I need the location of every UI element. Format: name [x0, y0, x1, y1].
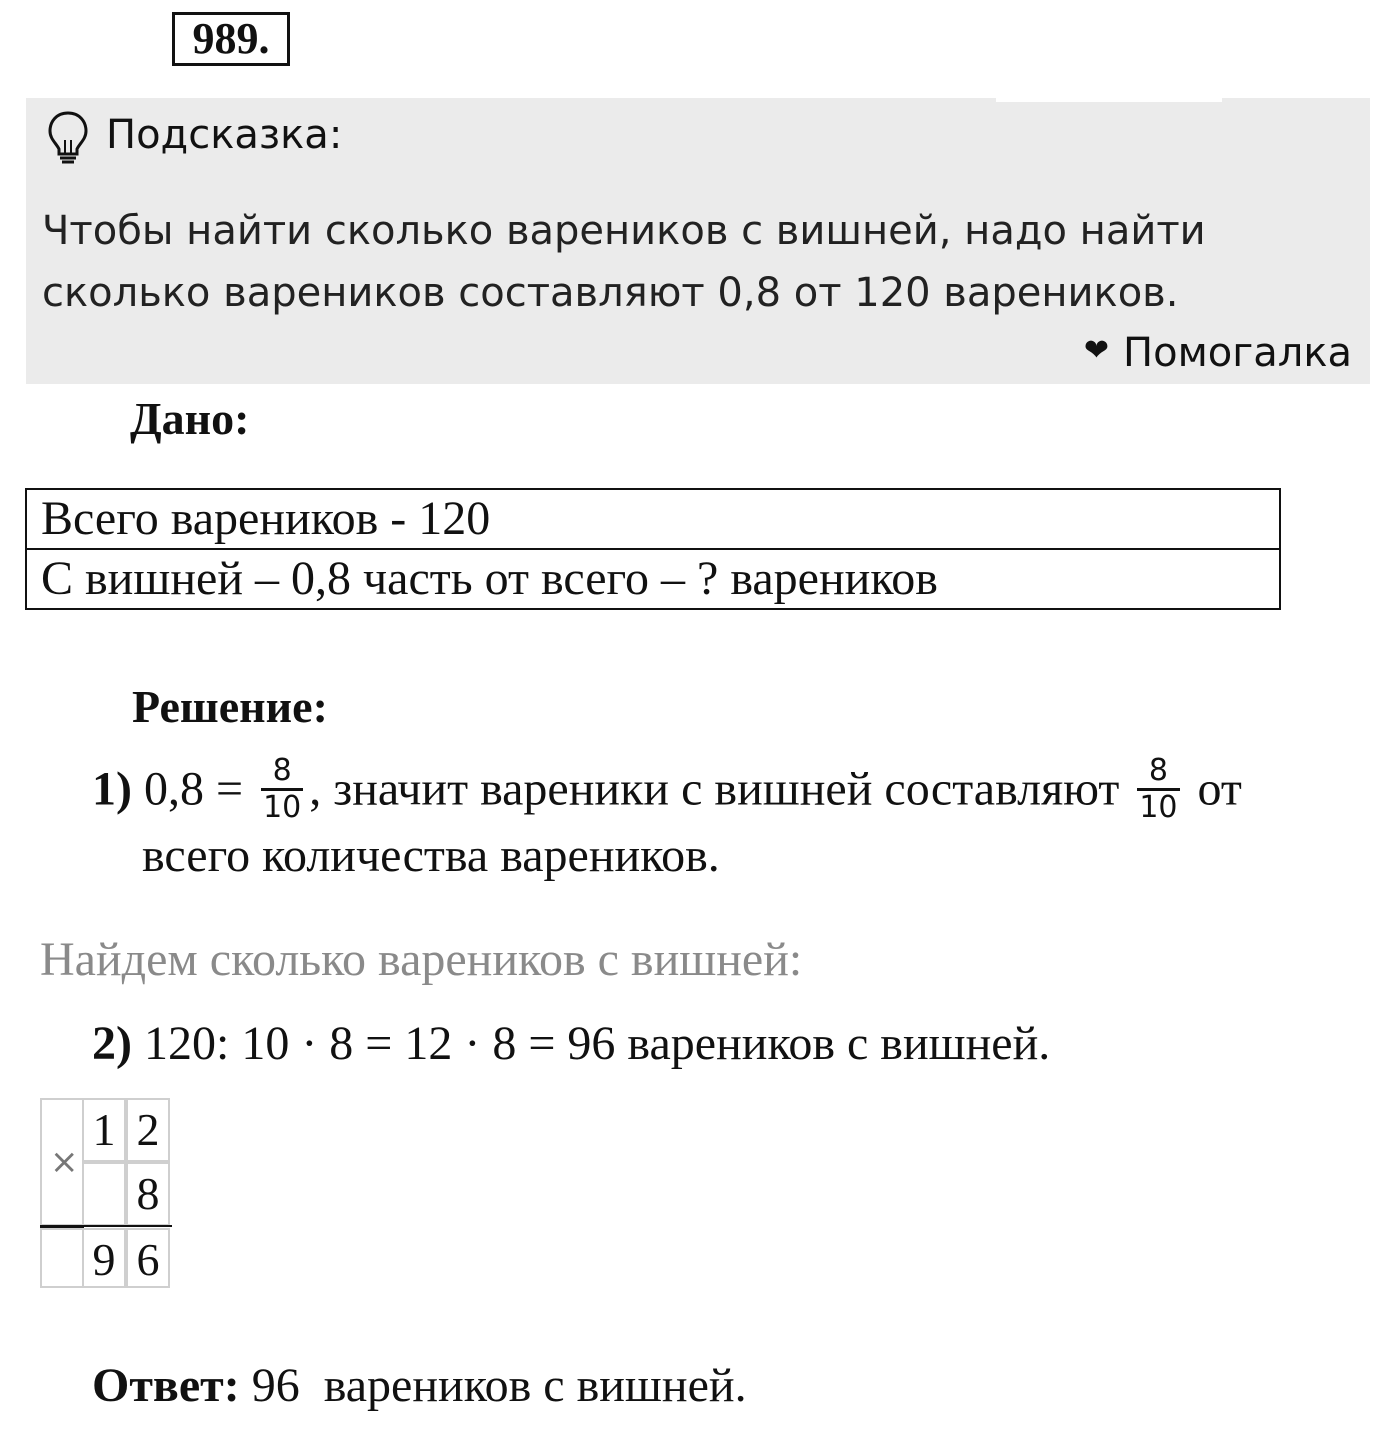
brand-label — [1084, 330, 1352, 376]
grid-cell: 1 — [82, 1098, 126, 1162]
grid-cell: 8 — [126, 1162, 170, 1226]
step-1-continuation: всего количества вареников. — [142, 829, 720, 882]
step-2-text: 120: 10 · 8 = 12 · 8 = 96 вареников с вишней. — [143, 1017, 1051, 1070]
fraction-denominator: 10 — [263, 790, 302, 825]
solution-title: Решение: — [132, 681, 328, 732]
given-title: Дано: — [130, 393, 250, 444]
task-number: 989. — [172, 12, 290, 66]
multiply-sign: × — [50, 1142, 79, 1182]
given-row-total: Всего вареников - 120 — [26, 489, 1280, 549]
answer — [92, 1358, 747, 1413]
step-2-label: 2) — [92, 1017, 132, 1070]
step-1-middle: , значит вареники с вишней составляют — [309, 762, 1120, 816]
hint-box-notch — [996, 96, 1222, 102]
answer-label: Ответ: — [92, 1359, 240, 1412]
table-row — [26, 549, 1280, 609]
given-row-cherry: С вишней – 0,8 часть от всего – ? вареников — [26, 549, 1280, 609]
grid-cell — [82, 1162, 126, 1226]
find-line: Найдем сколько вареников с вишней: — [40, 933, 803, 986]
step-1-tail: от — [1197, 762, 1242, 816]
fraction — [261, 754, 303, 825]
fraction — [1137, 754, 1179, 825]
solution-step-1 — [92, 753, 1242, 829]
hint-text-line-2: сколько вареников составляют 0,8 от 120 вареников. — [42, 270, 1179, 316]
given-table — [25, 488, 1281, 610]
sum-line — [84, 1225, 172, 1227]
step-1-label: 1) — [92, 762, 132, 816]
sum-line — [40, 1225, 84, 1228]
fraction-denominator: 10 — [1139, 790, 1178, 825]
hint-text-line-1: Чтобы найти сколько вареников с вишней, надо найти — [42, 208, 1206, 254]
grid-cell: 2 — [126, 1098, 170, 1162]
grid-cell — [40, 1228, 84, 1288]
fraction-numerator: 8 — [1137, 754, 1179, 791]
fraction-numerator: 8 — [261, 754, 303, 791]
lightbulb-icon — [46, 110, 90, 166]
multiplication-grid — [40, 1098, 172, 1288]
table-row — [26, 489, 1280, 549]
multiply-sign-cell — [40, 1098, 84, 1226]
answer-text: 96 вареников с вишней. — [239, 1359, 747, 1412]
grid-cell: 6 — [126, 1228, 170, 1288]
brand-name: Помогалка — [1123, 330, 1352, 376]
hint-title: Подсказка: — [106, 112, 343, 158]
solution-step-2 — [92, 1016, 1050, 1071]
heart-icon: ❤ — [1083, 333, 1110, 368]
step-1-lhs: 0,8 = — [143, 762, 244, 816]
grid-cell: 9 — [82, 1228, 126, 1288]
